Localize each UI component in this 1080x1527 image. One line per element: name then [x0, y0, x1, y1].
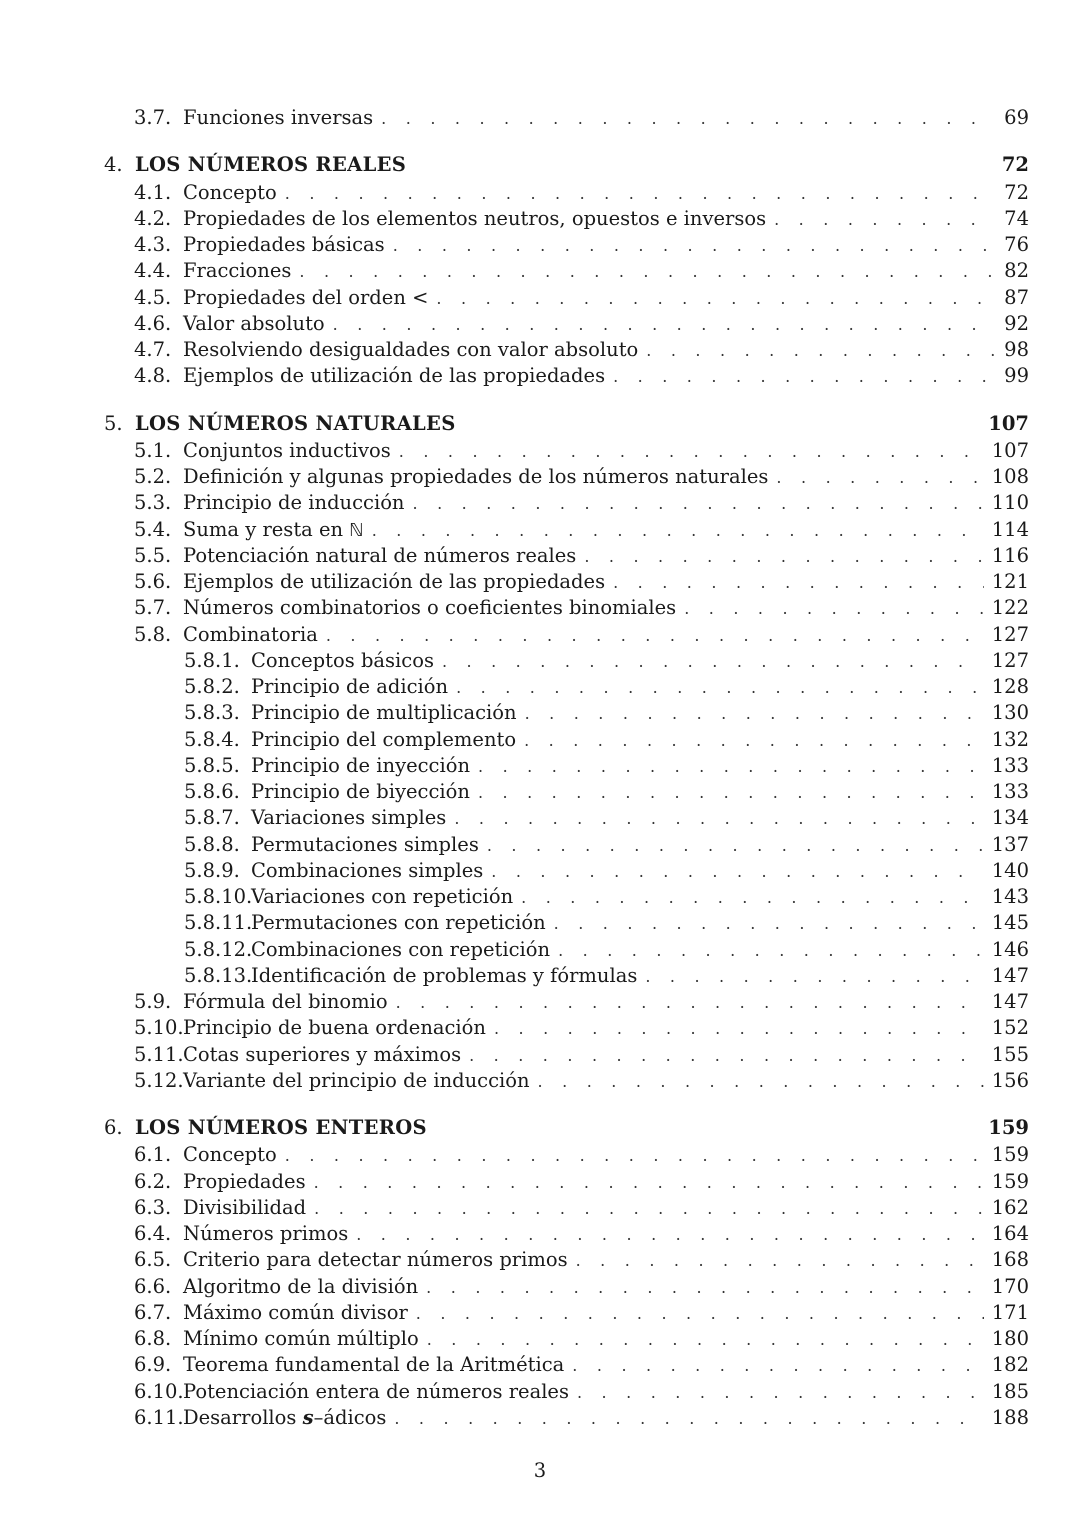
- entry-number: 5.11.: [134, 1042, 184, 1066]
- entry-page-number: 74: [1004, 206, 1029, 230]
- dot-leader: [436, 286, 996, 312]
- section-entry[interactable]: [134, 1379, 1029, 1405]
- dot-leader: [326, 623, 984, 649]
- entry-page-number: 72: [1004, 180, 1029, 204]
- section-entry[interactable]: [134, 1247, 1029, 1273]
- subsection-entry[interactable]: [184, 805, 1029, 831]
- entry-number: 5.2.: [134, 465, 172, 488]
- entry-number: 4.2.: [134, 206, 172, 230]
- section-entry[interactable]: [134, 1221, 1029, 1247]
- entry-title: Resolviendo desigualdades con valor absoluto: [183, 338, 639, 361]
- entry-number: 5.8.: [134, 622, 172, 646]
- entry-page-number: 155: [991, 1042, 1029, 1066]
- dot-leader: [613, 570, 984, 596]
- entry-page-number: 180: [991, 1327, 1029, 1350]
- entry-number: 4.3.: [134, 233, 172, 256]
- entry-page-number: 134: [991, 806, 1029, 830]
- entry-title: LOS NÚMEROS ENTEROS: [135, 1116, 427, 1139]
- entry-page-number: 121: [991, 570, 1029, 593]
- section-entry[interactable]: [134, 438, 1029, 464]
- entry-page-number: 98: [1004, 338, 1029, 361]
- dot-leader: [645, 964, 983, 990]
- dot-leader: [521, 885, 984, 911]
- entry-page-number: 82: [1004, 259, 1029, 283]
- entry-title: Principio de biyección: [251, 780, 470, 803]
- dot-leader: [538, 1069, 984, 1095]
- entry-number: 5.8.6.: [184, 780, 240, 803]
- entry-page-number: 114: [991, 517, 1029, 541]
- entry-title: Teorema fundamental de la Aritmética: [183, 1353, 565, 1377]
- dot-leader: [285, 181, 996, 207]
- entry-number: 5.8.1.: [184, 648, 240, 672]
- dot-leader: [558, 938, 984, 964]
- entry-page-number: 168: [991, 1248, 1029, 1272]
- dot-leader: [426, 1275, 984, 1301]
- section-entry[interactable]: [134, 363, 1029, 389]
- entry-page-number: 133: [991, 753, 1029, 777]
- entry-title: Combinaciones con repetición: [251, 937, 551, 961]
- dot-leader: [554, 911, 984, 937]
- entry-page-number: 170: [991, 1274, 1029, 1298]
- entry-title: Principio de inducción: [183, 491, 405, 515]
- dot-leader: [613, 364, 996, 390]
- entry-title: Suma y resta en ℕ: [183, 517, 364, 541]
- entry-number: 6.3.: [134, 1195, 172, 1219]
- subsection-entry[interactable]: [184, 937, 1029, 963]
- entry-title: Potenciación entera de números reales: [183, 1379, 569, 1403]
- entry-number: 5.8.7.: [184, 806, 240, 830]
- entry-title: Divisibilidad: [183, 1195, 307, 1219]
- section-entry[interactable]: [134, 180, 1029, 206]
- section-entry[interactable]: [134, 206, 1029, 232]
- entry-page-number: 162: [991, 1195, 1029, 1219]
- entry-page-number: 99: [1004, 364, 1029, 388]
- dot-leader: [525, 701, 984, 727]
- chapter-heading[interactable]: [104, 411, 1029, 437]
- dot-leader: [494, 1016, 984, 1042]
- dot-leader: [576, 1248, 984, 1274]
- section-entry[interactable]: [134, 1274, 1029, 1300]
- entry-page-number: 127: [991, 648, 1029, 672]
- entry-title: Propiedades: [183, 1169, 306, 1193]
- entry-page-number: 122: [991, 596, 1029, 620]
- subsection-entry[interactable]: [184, 963, 1029, 989]
- dot-leader: [413, 491, 984, 517]
- dot-leader: [684, 596, 984, 622]
- dot-leader: [572, 1353, 983, 1379]
- entry-page-number: 143: [991, 885, 1029, 908]
- entry-page-number: 108: [991, 465, 1029, 488]
- entry-number: 5.8.13.: [184, 963, 253, 987]
- entry-number: 4.8.: [134, 364, 172, 388]
- entry-number: 6.5.: [134, 1248, 172, 1272]
- entry-page-number: 159: [991, 1169, 1029, 1193]
- entry-title: Combinatoria: [183, 622, 318, 646]
- entry-number: 5.8.12.: [184, 937, 253, 961]
- entry-number: 6.9.: [134, 1353, 172, 1377]
- entry-page-number: 182: [991, 1353, 1029, 1377]
- dot-leader: [399, 439, 984, 465]
- entry-number: 4.: [104, 153, 123, 177]
- entry-title: Números primos: [183, 1222, 349, 1245]
- dot-leader: [646, 338, 996, 364]
- entry-title: Principio del complemento: [251, 727, 517, 751]
- section-entry[interactable]: [134, 1015, 1029, 1041]
- entry-title: Permutaciones simples: [251, 832, 479, 856]
- entry-title: Conceptos básicos: [251, 648, 434, 672]
- entry-title: Conjuntos inductivos: [183, 438, 391, 462]
- section-entry[interactable]: [134, 1195, 1029, 1221]
- section-entry[interactable]: [134, 595, 1029, 621]
- entry-page-number: 128: [991, 675, 1029, 698]
- dot-leader: [491, 859, 984, 885]
- section-entry[interactable]: [134, 622, 1029, 648]
- section-entry[interactable]: [134, 105, 1029, 131]
- entry-number: 6.: [104, 1116, 123, 1139]
- entry-page-number: 107: [988, 411, 1029, 435]
- entry-page-number: 145: [991, 911, 1029, 935]
- dot-leader: [524, 728, 984, 754]
- entry-title: Definición y algunas propiedades de los números naturales: [183, 465, 769, 488]
- section-entry[interactable]: [134, 1405, 1029, 1431]
- section-entry[interactable]: [134, 490, 1029, 516]
- subsection-entry[interactable]: [184, 727, 1029, 753]
- entry-page-number: 156: [991, 1068, 1029, 1092]
- entry-title: Combinaciones simples: [251, 858, 484, 882]
- dot-leader: [372, 518, 984, 544]
- entry-number: 6.7.: [134, 1300, 172, 1324]
- entry-title: Máximo común divisor: [183, 1300, 408, 1324]
- section-entry[interactable]: [134, 464, 1029, 490]
- entry-title: Variaciones con repetición: [251, 885, 514, 908]
- chapter-heading[interactable]: [104, 1115, 1029, 1141]
- dot-leader: [396, 990, 984, 1016]
- dot-leader: [456, 675, 984, 701]
- section-entry[interactable]: [134, 569, 1029, 595]
- section-entry[interactable]: [134, 232, 1029, 258]
- entry-title: Fórmula del binomio: [183, 990, 388, 1013]
- entry-title: Números combinatorios o coeficientes binomiales: [183, 596, 677, 620]
- subsection-entry[interactable]: [184, 753, 1029, 779]
- entry-number: 5.3.: [134, 491, 172, 515]
- entry-number: 5.: [104, 411, 123, 435]
- entry-page-number: 76: [1004, 233, 1029, 256]
- entry-title: Concepto: [183, 180, 277, 204]
- entry-title: Propiedades de los elementos neutros, opuestos e inversos: [183, 206, 767, 230]
- entry-number: 5.8.3.: [184, 701, 240, 725]
- subsection-entry[interactable]: [184, 648, 1029, 674]
- entry-title: Ejemplos de utilización de las propiedades: [183, 570, 606, 593]
- entry-number: 6.10.: [134, 1379, 184, 1403]
- entry-page-number: 72: [1001, 153, 1029, 177]
- entry-page-number: 92: [1004, 311, 1029, 335]
- entry-page-number: 188: [991, 1405, 1029, 1429]
- dot-leader: [299, 259, 996, 285]
- section-entry[interactable]: [134, 1326, 1029, 1352]
- entry-number: 5.6.: [134, 570, 172, 593]
- section-entry[interactable]: [134, 1068, 1029, 1094]
- entry-page-number: 164: [991, 1222, 1029, 1245]
- entry-page-number: 132: [991, 727, 1029, 751]
- dot-leader: [333, 312, 997, 338]
- entry-number: 5.7.: [134, 596, 172, 620]
- section-entry[interactable]: [134, 517, 1029, 543]
- entry-number: 5.8.11.: [184, 911, 253, 935]
- section-entry[interactable]: [134, 1352, 1029, 1378]
- subsection-entry[interactable]: [184, 884, 1029, 910]
- dot-leader: [469, 1043, 984, 1069]
- entry-title: Principio de buena ordenación: [183, 1016, 486, 1040]
- entry-page-number: 147: [991, 990, 1029, 1013]
- entry-number: 5.8.2.: [184, 675, 240, 698]
- subsection-entry[interactable]: [184, 832, 1029, 858]
- subsection-entry[interactable]: [184, 700, 1029, 726]
- section-entry[interactable]: [134, 1142, 1029, 1168]
- section-entry[interactable]: [134, 1042, 1029, 1068]
- entry-number: 6.11.: [134, 1405, 184, 1429]
- entry-page-number: 130: [991, 701, 1029, 725]
- entry-number: 5.8.10.: [184, 885, 253, 908]
- dot-leader: [285, 1143, 984, 1169]
- entry-title: Cotas superiores y máximos: [183, 1042, 462, 1066]
- entry-page-number: 110: [991, 491, 1029, 515]
- entry-number: 5.8.5.: [184, 753, 240, 777]
- dot-leader: [776, 465, 983, 491]
- entry-number: 6.1.: [134, 1143, 172, 1167]
- entry-number: 4.1.: [134, 180, 172, 204]
- entry-page-number: 147: [991, 963, 1029, 987]
- dot-leader: [393, 233, 996, 259]
- entry-title: Mínimo común múltiplo: [183, 1327, 419, 1350]
- entry-number: 6.6.: [134, 1274, 172, 1298]
- entry-title: Desarrollos s–ádicos: [183, 1405, 387, 1429]
- entry-number: 5.8.4.: [184, 727, 240, 751]
- entry-page-number: 107: [991, 438, 1029, 462]
- entry-title: LOS NÚMEROS REALES: [135, 153, 407, 177]
- entry-number: 5.1.: [134, 438, 172, 462]
- entry-page-number: 152: [991, 1016, 1029, 1040]
- entry-number: 3.7.: [134, 106, 172, 129]
- entry-title: Identificación de problemas y fórmulas: [251, 963, 638, 987]
- subsection-entry[interactable]: [184, 910, 1029, 936]
- entry-page-number: 171: [991, 1300, 1029, 1324]
- dot-leader: [356, 1222, 984, 1248]
- dot-leader: [478, 754, 984, 780]
- dot-leader: [454, 806, 983, 832]
- entry-number: 5.8.8.: [184, 832, 240, 856]
- section-entry[interactable]: [134, 337, 1029, 363]
- entry-page-number: 87: [1004, 285, 1029, 309]
- entry-title: LOS NÚMEROS NATURALES: [135, 411, 456, 435]
- entry-page-number: 116: [991, 543, 1029, 567]
- entry-number: 5.9.: [134, 990, 172, 1013]
- entry-number: 6.2.: [134, 1169, 172, 1193]
- dot-leader: [487, 833, 984, 859]
- entry-page-number: 159: [991, 1143, 1029, 1167]
- entry-number: 4.4.: [134, 259, 172, 283]
- entry-title: Potenciación natural de números reales: [183, 543, 577, 567]
- subsection-entry[interactable]: [184, 779, 1029, 805]
- section-entry[interactable]: [134, 989, 1029, 1015]
- dot-leader: [314, 1196, 984, 1222]
- section-entry[interactable]: [134, 285, 1029, 311]
- section-entry[interactable]: [134, 258, 1029, 284]
- entry-number: 5.10.: [134, 1016, 184, 1040]
- entry-title: Propiedades del orden <: [183, 285, 429, 309]
- entry-page-number: 146: [991, 937, 1029, 961]
- entry-number: 5.12.: [134, 1068, 184, 1092]
- entry-title: Principio de adición: [251, 675, 449, 698]
- dot-leader: [381, 106, 996, 132]
- entry-number: 6.8.: [134, 1327, 172, 1350]
- entry-page-number: 133: [991, 780, 1029, 803]
- dot-leader: [577, 1380, 984, 1406]
- dot-leader: [427, 1327, 984, 1353]
- section-entry[interactable]: [134, 1300, 1029, 1326]
- page-number: 3: [533, 1459, 547, 1482]
- dot-leader: [416, 1301, 984, 1327]
- entry-page-number: 137: [991, 832, 1029, 856]
- entry-title: Fracciones: [183, 259, 292, 283]
- entry-title: Principio de inyección: [251, 753, 471, 777]
- entry-number: 4.5.: [134, 285, 172, 309]
- chapter-heading[interactable]: [104, 152, 1029, 178]
- entry-number: 6.4.: [134, 1222, 172, 1245]
- entry-title: Variaciones simples: [251, 806, 447, 830]
- entry-title: Ejemplos de utilización de las propiedades: [183, 364, 606, 388]
- dot-leader: [442, 649, 984, 675]
- entry-title: Permutaciones con repetición: [251, 911, 546, 935]
- entry-page-number: 69: [1004, 106, 1029, 129]
- entry-title: Algoritmo de la división: [183, 1274, 419, 1298]
- entry-title: Variante del principio de inducción: [183, 1068, 530, 1092]
- entry-page-number: 159: [988, 1116, 1029, 1139]
- entry-title: Principio de multiplicación: [251, 701, 517, 725]
- entry-number: 5.4.: [134, 517, 172, 541]
- entry-number: 4.7.: [134, 338, 172, 361]
- entry-title: Funciones inversas: [183, 106, 374, 129]
- dot-leader: [314, 1170, 984, 1196]
- entry-page-number: 140: [991, 858, 1029, 882]
- entry-number: 4.6.: [134, 311, 172, 335]
- subsection-entry[interactable]: [184, 858, 1029, 884]
- entry-page-number: 185: [991, 1379, 1029, 1403]
- dot-leader: [478, 780, 984, 806]
- section-entry[interactable]: [134, 1169, 1029, 1195]
- dot-leader: [394, 1406, 983, 1432]
- entry-title: Valor absoluto: [183, 311, 325, 335]
- section-entry[interactable]: [134, 543, 1029, 569]
- entry-page-number: 127: [991, 622, 1029, 646]
- entry-title: Criterio para detectar números primos: [183, 1248, 568, 1272]
- entry-number: 5.5.: [134, 543, 172, 567]
- entry-number: 5.8.9.: [184, 858, 240, 882]
- entry-title: Concepto: [183, 1143, 277, 1167]
- dot-leader: [584, 544, 983, 570]
- subsection-entry[interactable]: [184, 674, 1029, 700]
- entry-title: Propiedades básicas: [183, 233, 385, 256]
- dot-leader: [774, 207, 996, 233]
- section-entry[interactable]: [134, 311, 1029, 337]
